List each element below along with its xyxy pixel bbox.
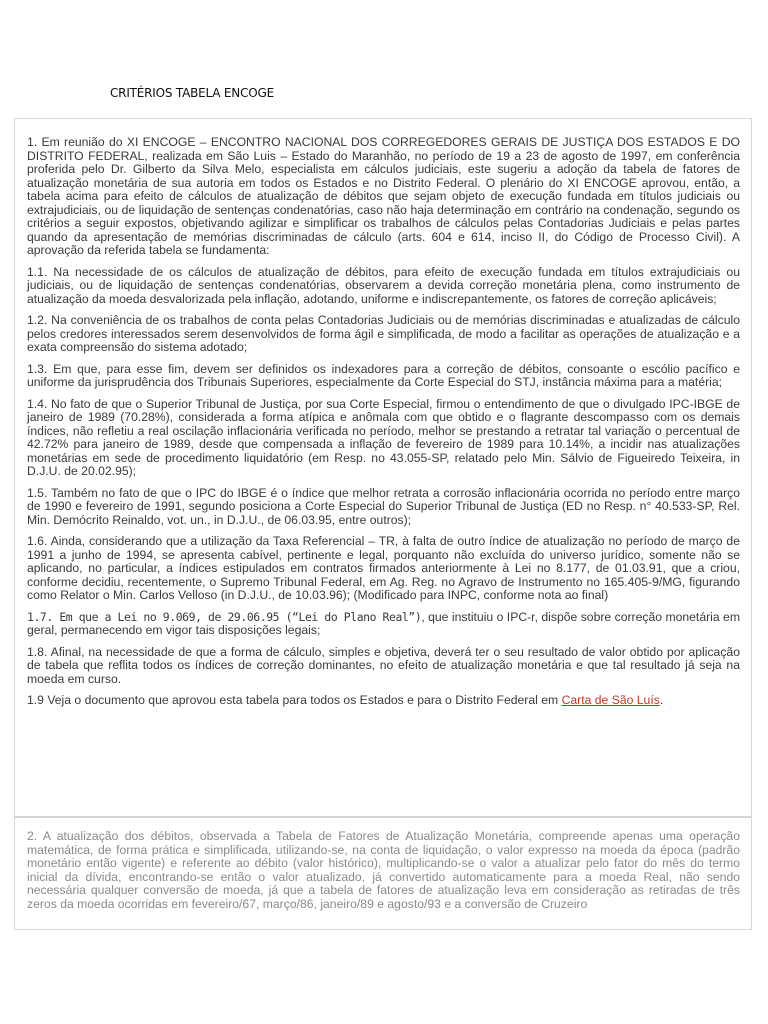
paragraph-1-3: 1.3. Em que, para esse fim, devem ser definidos os indexadores para a correção de débitos, consoante o escólio pacífico e uniforme da jurisprudência dos Tribunais Superiores, especialmente da Corte Especial do STJ, instância máxima para a matéria; [27,361,740,389]
paragraph-1: 1. Em reunião do XI ENCOGE – ENCONTRO NACIONAL DOS CORREGEDORES GERAIS DE JUSTIÇA DOS ESTADOS E DO DISTRITO FEDERAL, realizada em São Luis – Estado do Maranhão, no período de 19 a 23 de agosto de 1997, em conferência proferida pelo Dr. Gilberto da Silva Melo, especialista em cálculos judiciais, este sugeriu a adoção da tabela de fatores de atualização monetária de sua autoria em todos os Estados e no Distrito Federal. O plenário do XI ENCOGE aprovou, então, a tabela acima para efeito de cálculos de atualização de débitos que sejam objeto de execução fundada em títulos judiciais ou extrajudiciais, ou de liquidação de sentenças condenatórias, caso não haja determinação em contrário na condenação, segundo os critérios a seguir expostos, objetivando agilizar e simplificar os trabalhos de cálculos pelas Contadorias Judiciais e pelas partes quando da apresentação de memórias discriminadas de cálculo (arts. 604 e 614, inciso II, do Código de Processo Civil). A aprovação da referida tabela se fundamenta: [27,135,740,257]
paragraph-1-9-text: 1.9 Veja o documento que aprovou esta tabela para todos os Estados e para o Distrito Federal em [27,693,562,707]
criteria-section-1 [14,118,752,817]
paragraph-1-5: 1.5. Também no fato de que o IPC do IBGE é o índice que melhor retrata a corrosão inflacionária ocorrida no período entre março de 1990 e fevereiro de 1991, segundo posiciona a Corte Especial do Superior Tribunal de Justiça (ED no Resp. n° 40.533-SP, Rel. Min. Demócrito Reinaldo, vot. un., in D.J.U., de 06.03.95, entre outros); [27,485,740,527]
paragraph-1-7-lead: 1.7. Em que a Lei no 9.069, de 29.06.95 (“Lei do Plano Real”) [27,609,422,624]
paragraph-1-9 [27,694,740,708]
paragraph-1-2: 1.2. Na conveniência de os trabalhos de conta pelas Contadorias Judiciais ou de memórias discriminadas e atualizadas de cálculo pelos credores interessados serem desenvolvidos de forma ágil e simplificada, de modo a facilitar as operações de atualização e a exata compreensão do sistema adotado; [27,313,740,354]
criteria-section-2 [14,817,752,930]
paragraph-1-1: 1.1. Na necessidade de os cálculos de atualização de débitos, para efeito de execução fundada em títulos extrajudiciais ou judiciais, ou de liquidação de sentenças condenatórias, observarem a devida correção monetária plena, como instrumento de atualização da moeda desvalorizada pela inflação, adotando, uniforme e indiscrepantemente, os fatores de correção aplicáveis; [27,264,740,306]
paragraph-1-6: 1.6. Ainda, considerando que a utilização da Taxa Referencial – TR, à falta de outro índice de atualização no período de março de 1991 a junho de 1994, se apresenta cabível, pertinente e legal, porquanto não excluída do universo jurídico, somente não se aplicando, no particular, a índices estipulados em contratos firmados anteriormente à Lei no 8.177, de 01.03.91, que a criou, conforme decidiu, recentemente, o Supremo Tribunal Federal, em Ag. Reg. no Agravo de Instrumento no 165.405-9/MG, figurando como Relator o Min. Carlos Velloso (in D.J.U., de 10.03.96); (Modificado para INPC, conforme nota ao final) [27,534,740,602]
paragraph-1-8: 1.8. Afinal, na necessidade de que a forma de cálculo, simples e objetiva, deverá ter o seu resultado de valor obtido por aplicação de tabela que reflita todos os índices de correção dominantes, no efeito de atualização monetária e que tal resultado já seja na moeda em curso. [27,644,740,686]
carta-de-sao-luis-link[interactable]: Carta de São Luís [561,693,660,707]
paragraph-1-4: 1.4. No fato de que o Superior Tribunal de Justiça, por sua Corte Especial, firmou o entendimento de que o divulgado IPC-IBGE de janeiro de 1989 (70.28%), considerada a forma atípica e anômala com que obtido e o flagrante descompasso com os demais índices, não refletiu a real oscilação inflacionária verificada no período, melhor se prestando a retratar tal variação o percentual de 42.72% para janeiro de 1989, desde que compensada a inflação de fevereiro de 1989 para 10.14%, a incidir nas atualizações monetárias em sede de procedimento liquidatório (em Resp. no 43.055-SP, relatado pelo Min. Sálvio de Figueiredo Teixeira, in D.J.U. de 20.02.95); [27,396,740,478]
paragraph-2: 2. A atualização dos débitos, observada a Tabela de Fatores de Atualização Monetária, compreende apenas uma operação matemática, de forma prática e simplificada, utilizando-se, na conta de liquidação, o valor expresso na moeda da época (padrão monetário então vigente) e referente ao débito (valor histórico), multiplicando-se o valor a atualizar pelo fator do mês do termo inicial da dívida, encontrando-se então o valor atualizado, já convertido automaticamente para a moeda Real, não sendo necessária qualquer conversão de moeda, já que a tabela de fatores de atualização leva em consideração as retiradas de três zeros da moeda ocorridas em fevereiro/67, março/86, janeiro/89 e agosto/93 e a conversão de Cruzeiro [27,829,740,911]
paragraph-1-7-rest: , que instituiu o IPC-r, dispõe sobre correção monetária em geral, permanecendo em vigor tais disposições legais; [27,609,740,637]
paragraph-1-9-end: . [659,693,664,707]
paragraph-1-7 [27,611,740,638]
page-title: CRITÉRIOS TABELA ENCOGE [110,86,274,100]
